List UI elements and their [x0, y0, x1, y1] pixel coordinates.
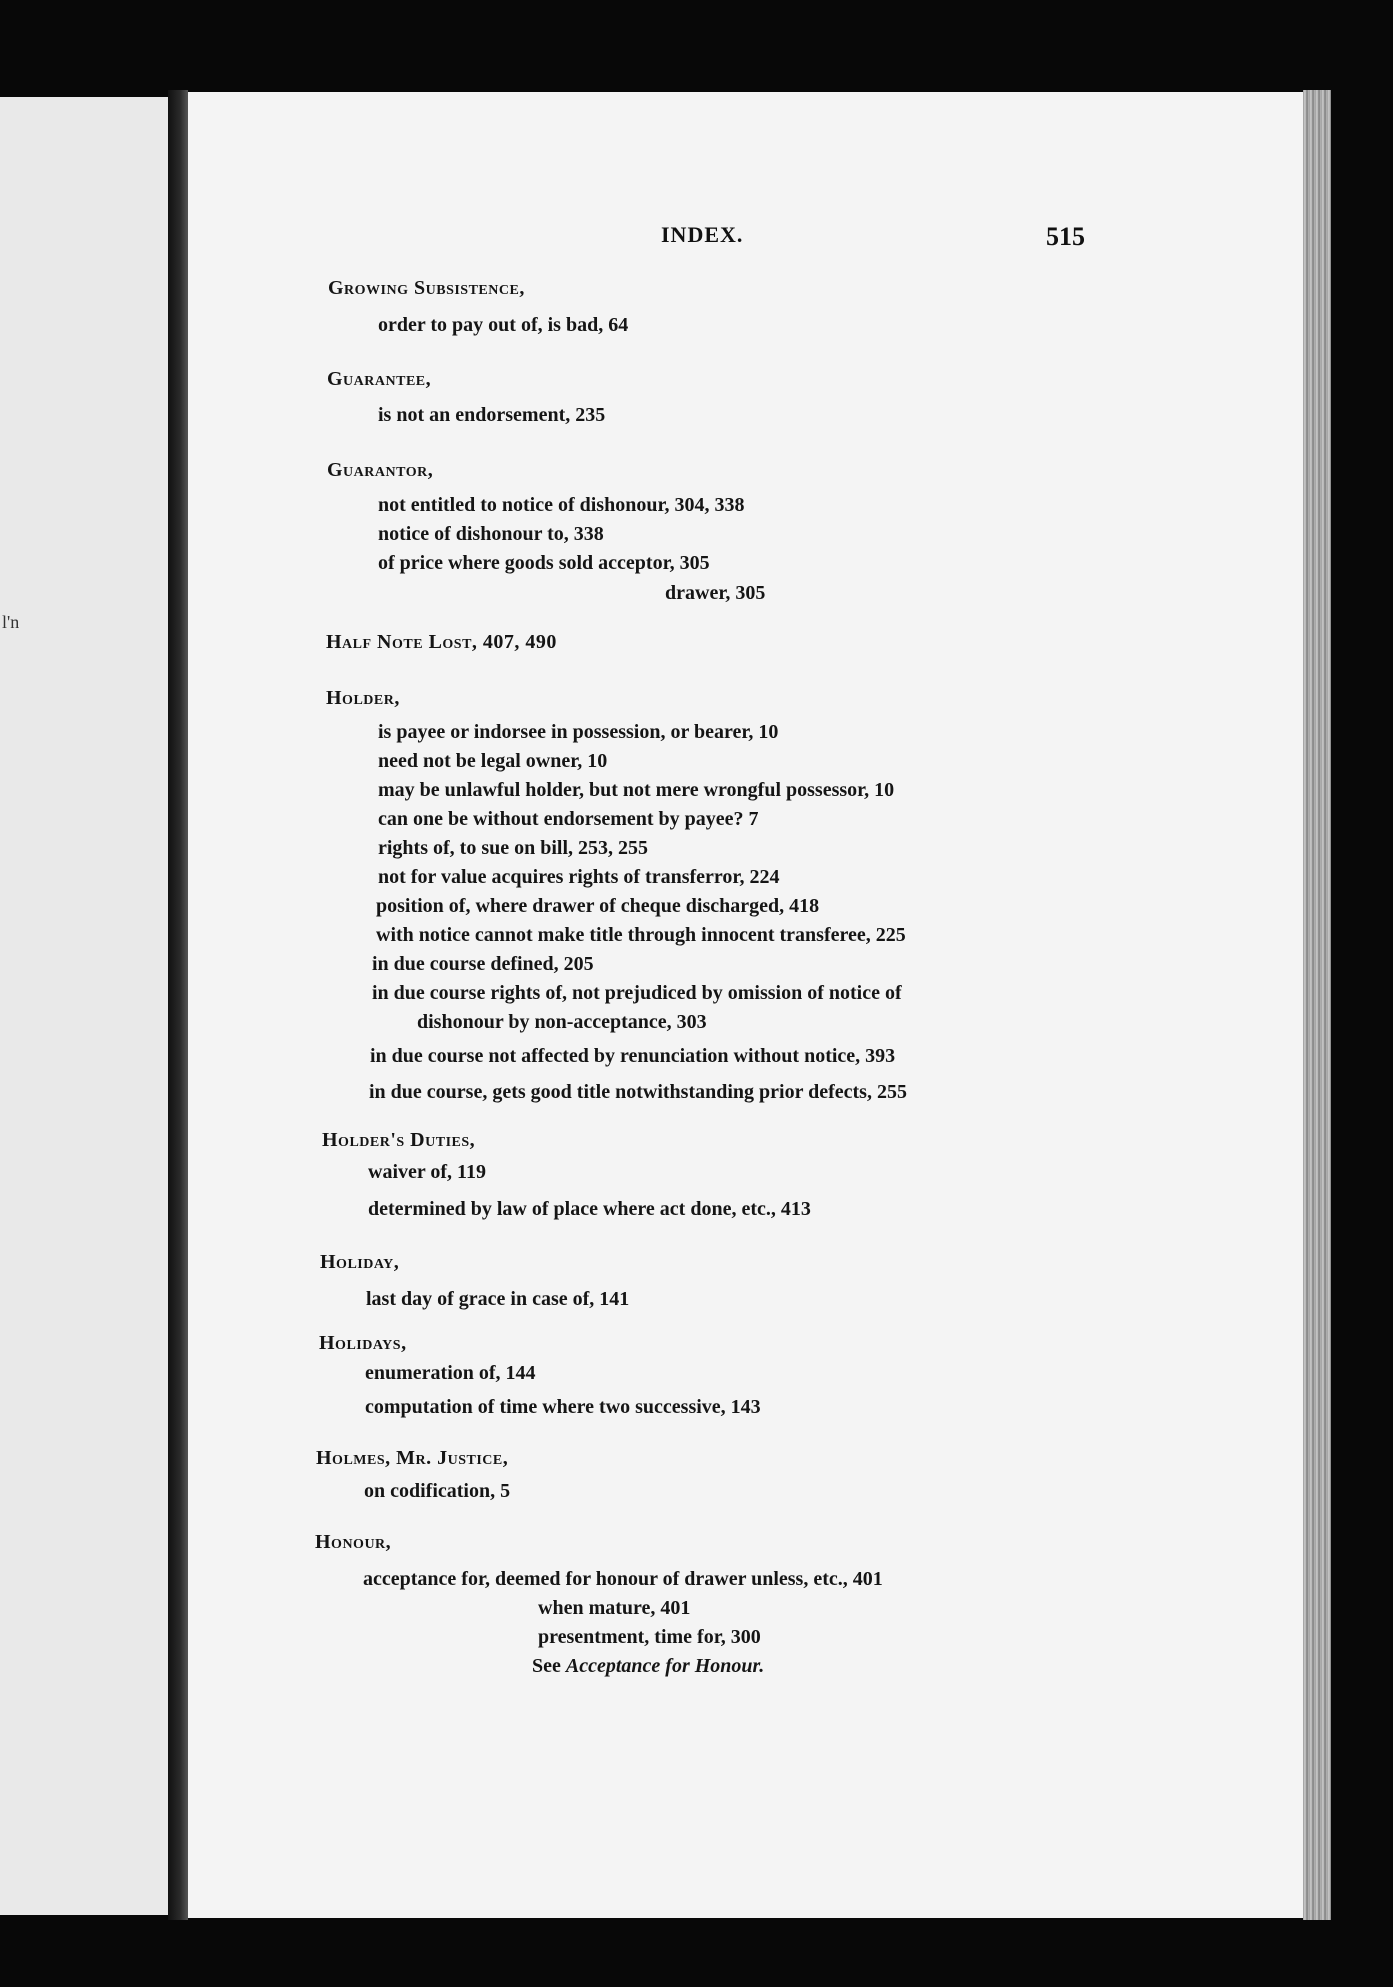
- index-heading: Honour,: [315, 1531, 392, 1553]
- index-line: notice of dishonour to, 338: [378, 523, 604, 545]
- index-line: order to pay out of, is bad, 64: [378, 314, 629, 336]
- index-heading: Holder,: [326, 687, 400, 709]
- index-heading: Guarantor,: [327, 459, 434, 481]
- index-line: not entitled to notice of dishonour, 304, 338: [378, 494, 745, 516]
- index-line: in due course, gets good title notwithstanding prior defects, 255: [369, 1081, 907, 1103]
- index-heading: Holidays,: [319, 1332, 407, 1354]
- index-line: determined by law of place where act done, etc., 413: [368, 1198, 811, 1220]
- page-number: 515: [1046, 222, 1085, 251]
- index-line: with notice cannot make title through innocent transferee, 225: [376, 924, 906, 946]
- index-heading: Holder's Duties,: [322, 1129, 476, 1151]
- index-line: not for value acquires rights of transferror, 224: [378, 866, 780, 888]
- running-head: INDEX.: [661, 222, 744, 247]
- index-line: waiver of, 119: [368, 1161, 486, 1183]
- index-line: enumeration of, 144: [365, 1362, 536, 1384]
- index-line: drawer, 305: [665, 582, 766, 604]
- index-heading: Growing Subsistence,: [328, 277, 525, 299]
- index-line: of price where goods sold acceptor, 305: [378, 552, 710, 574]
- index-heading: Guarantee,: [327, 368, 432, 390]
- see-prefix: See: [532, 1655, 561, 1677]
- index-line: is not an endorsement, 235: [378, 404, 606, 426]
- left-page-mark: l'n: [2, 612, 20, 632]
- index-line: rights of, to sue on bill, 253, 255: [378, 837, 649, 859]
- index-heading: Half Note Lost, 407, 490: [326, 631, 557, 653]
- index-line: when mature, 401: [538, 1597, 691, 1619]
- index-heading: Holmes, Mr. Justice,: [316, 1447, 509, 1469]
- index-heading: Holiday,: [320, 1251, 400, 1273]
- index-line: in due course rights of, not prejudiced by omission of notice of: [372, 982, 902, 1004]
- see-target: Acceptance for Honour.: [565, 1655, 765, 1677]
- see-reference: [532, 1654, 764, 1678]
- index-line: can one be without endorsement by payee? 7: [378, 808, 759, 830]
- index-line: computation of time where two successive, 143: [365, 1396, 761, 1418]
- index-line: dishonour by non-acceptance, 303: [417, 1011, 707, 1033]
- index-line: may be unlawful holder, but not mere wrongful possessor, 10: [378, 779, 895, 801]
- index-line: in due course defined, 205: [372, 953, 594, 975]
- index-line: acceptance for, deemed for honour of drawer unless, etc., 401: [363, 1568, 883, 1590]
- index-line: on codification, 5: [364, 1480, 511, 1502]
- index-line: in due course not affected by renunciation without notice, 393: [370, 1045, 896, 1067]
- index-line: need not be legal owner, 10: [378, 750, 608, 772]
- index-line: presentment, time for, 300: [538, 1626, 761, 1648]
- index-line: position of, where drawer of cheque discharged, 418: [376, 895, 820, 917]
- index-line: is payee or indorsee in possession, or bearer, 10: [378, 721, 779, 743]
- index-line: last day of grace in case of, 141: [366, 1288, 630, 1310]
